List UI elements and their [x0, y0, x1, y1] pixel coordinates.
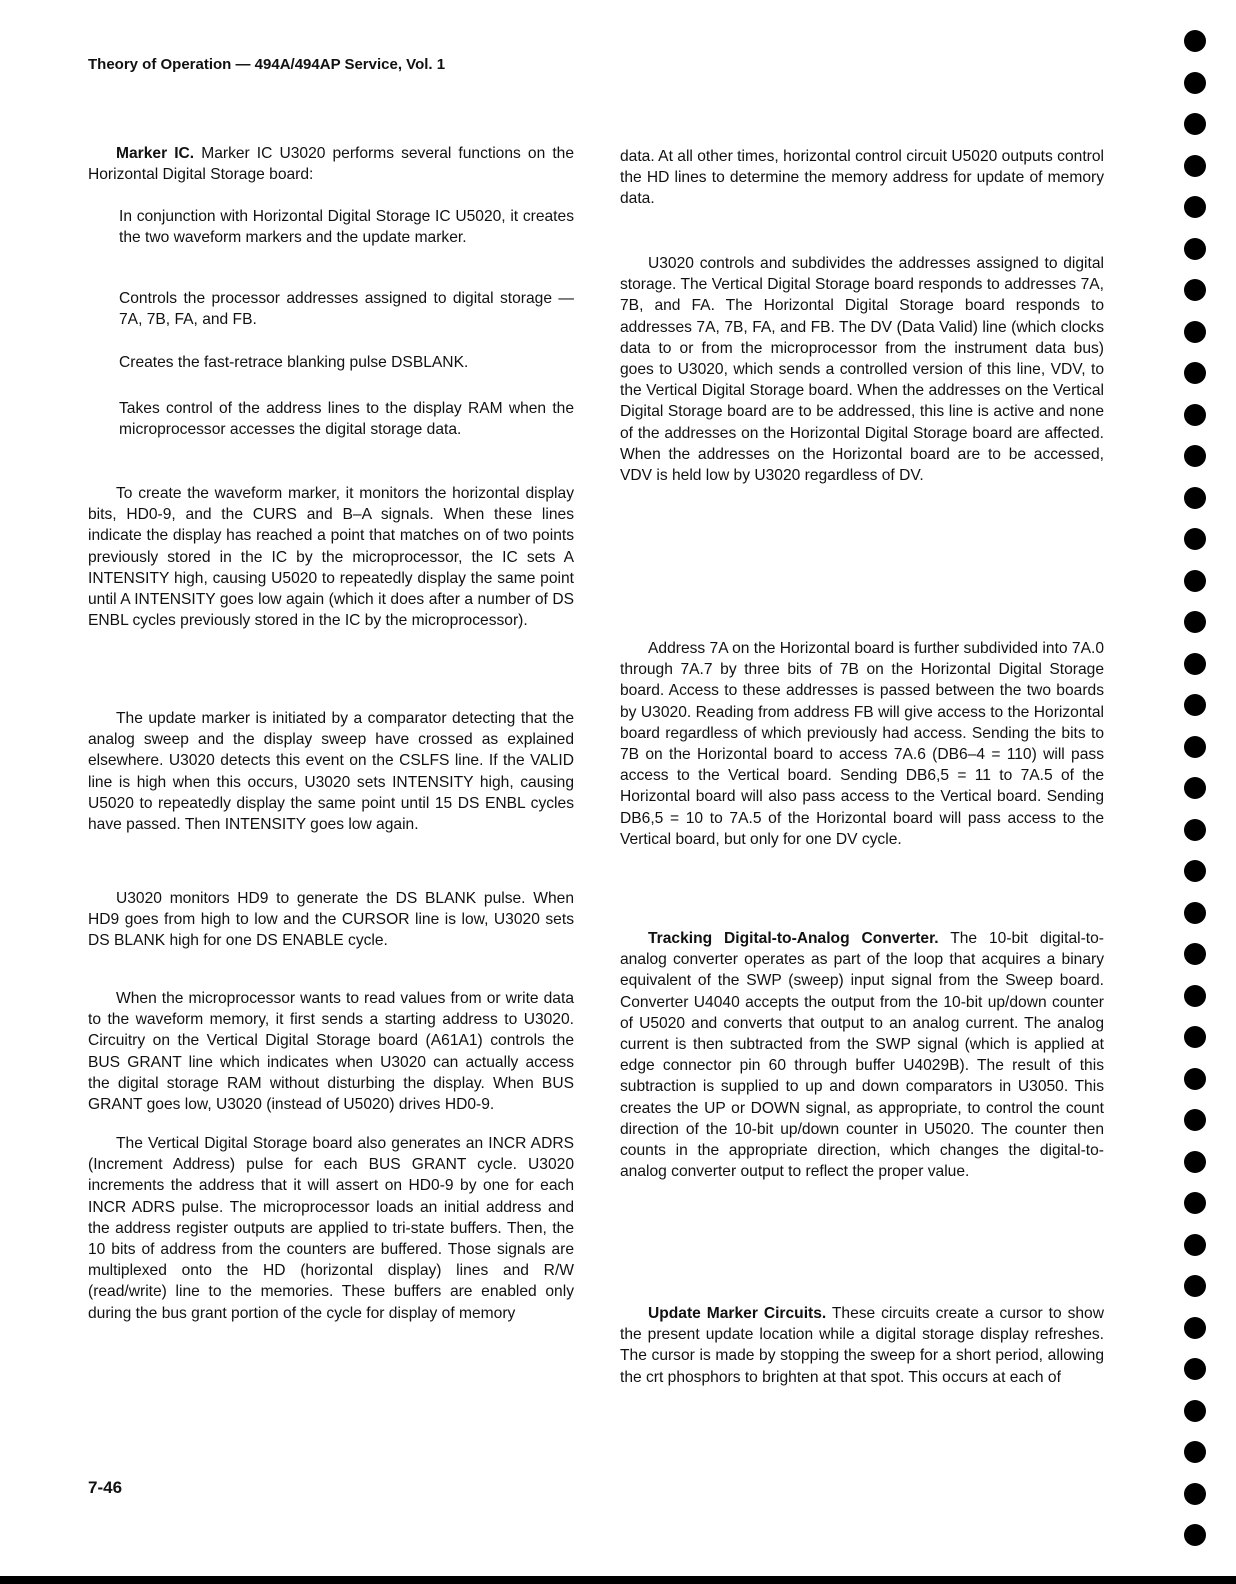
binder-holes — [1180, 30, 1210, 1570]
binder-hole-icon — [1184, 1483, 1206, 1505]
binder-hole-icon — [1184, 1317, 1206, 1339]
binder-hole-icon — [1184, 943, 1206, 965]
binder-hole-icon — [1184, 694, 1206, 716]
binder-hole-icon — [1184, 1275, 1206, 1297]
binder-hole-icon — [1184, 1524, 1206, 1546]
binder-hole-icon — [1184, 777, 1206, 799]
running-header: Theory of Operation — 494A/494AP Service, Vol. 1 — [88, 56, 446, 73]
text: These circuits create a cursor to show the present update location while a digital storage display refreshes. The cursor is made by stopping the sweep for a short period, allowing the crt phosphors to brighten at that spot. This occurs at each of — [620, 1305, 1104, 1386]
binder-hole-icon — [1184, 819, 1206, 841]
binder-hole-icon — [1184, 1400, 1206, 1422]
paragraph: The update marker is initiated by a comparator detecting that the analog sweep and the display sweep have crossed as explained elsewhere. U3020 detects this event on the CSLFS line. If the VALID line is high when this occurs, U3020 sets INTENSITY high, causing U5020 to repeatedly display the same point until 15 DS ENBL cycles have passed. Then INTENSITY goes low again. — [88, 710, 574, 834]
binder-hole-icon — [1184, 902, 1206, 924]
heading: Update Marker Circuits. — [648, 1305, 827, 1322]
binder-hole-icon — [1184, 238, 1206, 260]
binder-hole-icon — [1184, 445, 1206, 467]
page-number: 7-46 — [88, 1478, 123, 1497]
binder-hole-icon — [1184, 1026, 1206, 1048]
text: Marker IC U3020 performs several functions on the Horizontal Digital Storage board: — [88, 145, 574, 184]
binder-hole-icon — [1184, 860, 1206, 882]
bullet-item: Takes control of the address lines to the display RAM when the microprocessor accesses the digital storage data. — [119, 400, 574, 439]
paragraph: data. At all other times, horizontal control circuit U5020 outputs control the HD lines to determine the memory address for update of memory data. — [620, 148, 1104, 208]
binder-hole-icon — [1184, 985, 1206, 1007]
binder-hole-icon — [1184, 196, 1206, 218]
binder-hole-icon — [1184, 1068, 1206, 1090]
binder-hole-icon — [1184, 404, 1206, 426]
binder-hole-icon — [1184, 1441, 1206, 1463]
binder-hole-icon — [1184, 1151, 1206, 1173]
binder-hole-icon — [1184, 155, 1206, 177]
paragraph: To create the waveform marker, it monitors the horizontal display bits, HD0-9, and the CURS and B–A signals. When these lines indicate the display has reached a point that matches on of two points previously stored in the IC by the microprocessor, the IC sets A INTENSITY high, causing U5020 to repeatedly display the same point until A INTENSITY goes low again (which it does after a number of DS ENBL cycles previously stored in the IC by the microprocessor). — [88, 485, 574, 630]
binder-hole-icon — [1184, 1192, 1206, 1214]
binder-hole-icon — [1184, 279, 1206, 301]
binder-hole-icon — [1184, 736, 1206, 758]
bullet-item: In conjunction with Horizontal Digital Storage IC U5020, it creates the two waveform markers and the update marker. — [119, 208, 574, 247]
paragraph-update-marker — [620, 1303, 1104, 1388]
binder-hole-icon — [1184, 487, 1206, 509]
heading: Marker IC. — [116, 145, 195, 162]
binder-hole-icon — [1184, 1234, 1206, 1256]
binder-hole-icon — [1184, 611, 1206, 633]
paragraph: When the microprocessor wants to read values from or write data to the waveform memory, it first sends a starting address to U3020. Circuitry on the Vertical Digital Storage board (A61A1) controls the BUS GRANT line which indicates when U3020 can actually access the digital storage RAM without disturbing the display. When BUS GRANT goes low, U3020 (instead of U5020) drives HD0-9. — [88, 990, 574, 1114]
binder-hole-icon — [1184, 30, 1206, 52]
paragraph: U3020 monitors HD9 to generate the DS BLANK pulse. When HD9 goes from high to low and the CURSOR line is low, U3020 sets DS BLANK high for one DS ENABLE cycle. — [88, 890, 574, 950]
paragraph: Address 7A on the Horizontal board is further subdivided into 7A.0 through 7A.7 by three bits of 7B on the Horizontal Digital Storage board. Access to these addresses is passed between the two boards by U3020. Reading from address FB will give access to the Horizontal board regardless of which previously had access. Sending the bits to 7B on the Horizontal board to access 7A.6 (DB6–4 = 110) will pass access to the Vertical board. Sending DB6,5 = 11 to 7A.5 of the Horizontal board will also pass access to the Vertical board. Sending DB6,5 = 10 to 7A.5 of the Horizontal board will pass access to the Vertical board, but only for one DV cycle. — [620, 640, 1104, 848]
binder-hole-icon — [1184, 1358, 1206, 1380]
text: The 10-bit digital-to-analog converter operates as part of the loop that acquires a binary equivalent of the SWP (sweep) input signal from the Sweep board. Converter U4040 accepts the output from the 10-bit up/down counter of U5020 and converts that output to an analog current. The analog current is then subtracted from the SWP signal (which is applied at edge connector pin 60 through buffer U4029B). The result of this subtraction is supplied to up and down comparators in U3050. This creates the UP or DOWN signal, as appropriate, to control the count direction of the 10-bit up/down counter in U5020. The counter then counts in the appropriate direction, which changes the digital-to-analog converter output to reflect the proper value. — [620, 930, 1104, 1181]
paragraph: The Vertical Digital Storage board also generates an INCR ADRS (Increment Address) pulse for each BUS GRANT cycle. U3020 increments the address that it will assert on HD0-9 by one for each INCR ADRS pulse. The microprocessor loads an initial address and the address register outputs are applied to tri-state buffers. Then, the 10 bits of address from the counters are buffered. Those signals are multiplexed onto the HD (horizontal display) lines and R/W (read/write) line to the memories. These buffers are enabled only during the bus grant portion of the cycle for display of memory — [88, 1135, 574, 1322]
heading: Tracking Digital-to-Analog Converter. — [648, 930, 939, 947]
binder-hole-icon — [1184, 113, 1206, 135]
binder-hole-icon — [1184, 653, 1206, 675]
binder-hole-icon — [1184, 362, 1206, 384]
bullet-item: Controls the processor addresses assigned to digital storage — 7A, 7B, FA, and FB. — [119, 290, 574, 329]
bullet-item: Creates the fast-retrace blanking pulse DSBLANK. — [119, 354, 469, 371]
binder-hole-icon — [1184, 1109, 1206, 1131]
binder-hole-icon — [1184, 570, 1206, 592]
bottom-border — [0, 1576, 1236, 1584]
binder-hole-icon — [1184, 528, 1206, 550]
paragraph-tracking-dac — [620, 928, 1104, 1182]
binder-hole-icon — [1184, 321, 1206, 343]
paragraph-marker-ic — [88, 143, 574, 185]
paragraph: U3020 controls and subdivides the addresses assigned to digital storage. The Vertical Digital Storage board responds to addresses 7A, 7B, and FA. The Horizontal Digital Storage board responds to addresses 7A, 7B, FA, and FB. The DV (Data Valid) line (which clocks data to or from the microprocessor from the instrument data bus) goes to U3020, which sends a controlled version of this line, VDV, to the Vertical Digital Storage board. When the addresses on the Vertical Digital Storage board are to be addressed, this line is active and none of the addresses on the Horizontal Digital Storage board are affected. When the addresses on the Horizontal board are to be accessed, VDV is held low by U3020 regardless of DV. — [620, 255, 1104, 485]
binder-hole-icon — [1184, 72, 1206, 94]
